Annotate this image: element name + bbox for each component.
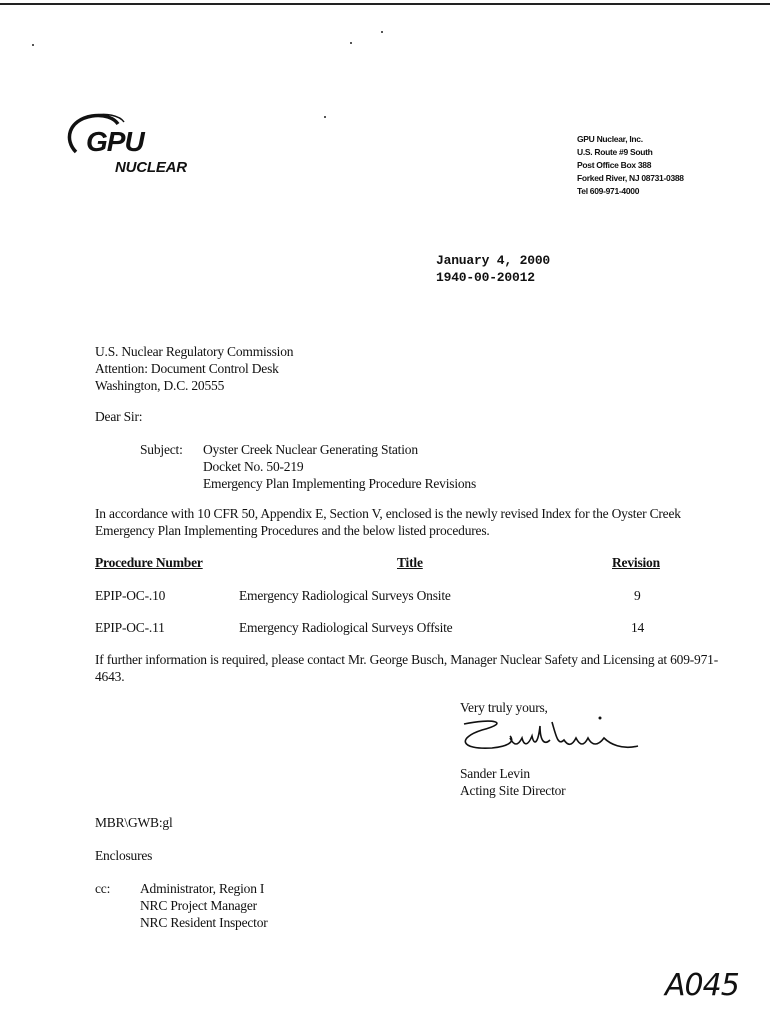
cc-recipient: Administrator, Region I	[140, 881, 265, 896]
signatory-title: Acting Site Director	[460, 783, 566, 798]
address-line: U.S. Route #9 South	[577, 147, 653, 157]
body-paragraph-1: In accordance with 10 CFR 50, Appendix E, Section V, enclosed is the newly revised Index for the Oyster Creek Emergency Plan Implementing Procedures and the below listed procedures.	[95, 506, 681, 538]
subject-line: Oyster Creek Nuclear Generating Station	[203, 442, 418, 457]
table-header-procedure-number: Procedure Number	[95, 555, 203, 570]
closing: Very truly yours,	[460, 700, 548, 715]
table-cell-title: Emergency Radiological Surveys Offsite	[239, 620, 453, 635]
page-top-rule	[0, 3, 770, 5]
recipient-line: U.S. Nuclear Regulatory Commission	[95, 344, 294, 359]
table-cell-title: Emergency Radiological Surveys Onsite	[239, 588, 451, 603]
scan-speck	[381, 31, 383, 33]
reference-initials: MBR\GWB:gl	[95, 815, 173, 830]
handwritten-stamp-code: A045	[665, 968, 739, 1003]
salutation: Dear Sir:	[95, 409, 143, 424]
scan-speck	[350, 42, 352, 44]
signature-block	[460, 765, 565, 799]
table-cell-revision: 14	[631, 620, 645, 635]
logo-subtext: NUCLEAR	[115, 159, 187, 176]
letterhead-address	[577, 133, 684, 198]
address-line: Tel 609-971-4000	[577, 186, 640, 196]
cc-label: cc:	[95, 881, 111, 896]
address-line: GPU Nuclear, Inc.	[577, 134, 643, 144]
scan-speck	[32, 44, 34, 46]
scan-speck	[324, 116, 326, 118]
table-cell-procedure-number: EPIP-OC-.11	[95, 620, 165, 635]
enclosures-note: Enclosures	[95, 848, 153, 863]
logo-text: GPU	[86, 126, 144, 157]
address-line: Post Office Box 388	[577, 160, 652, 170]
recipient-line: Washington, D.C. 20555	[95, 378, 225, 393]
reference-number: 1940-00-20012	[436, 270, 535, 285]
recipient-line: Attention: Document Control Desk	[95, 361, 279, 376]
letter-date: January 4, 2000	[436, 253, 551, 268]
handwritten-signature	[452, 716, 652, 766]
cc-recipient: NRC Project Manager	[140, 898, 257, 913]
cc-recipient: NRC Resident Inspector	[140, 915, 268, 930]
subject-line: Emergency Plan Implementing Procedure Revisions	[203, 476, 477, 491]
subject-line: Docket No. 50-219	[203, 459, 304, 474]
subject-label: Subject:	[140, 442, 183, 457]
company-logo	[62, 112, 212, 182]
table-header-title: Title	[397, 555, 423, 570]
table-cell-revision: 9	[634, 588, 641, 603]
table-header-revision: Revision	[612, 555, 660, 570]
date-block	[436, 252, 550, 286]
address-line: Forked River, NJ 08731-0388	[577, 173, 684, 183]
signatory-name: Sander Levin	[460, 766, 530, 781]
table-cell-procedure-number: EPIP-OC-.10	[95, 588, 166, 603]
recipient-address	[95, 343, 293, 394]
body-paragraph-2: If further information is required, please contact Mr. George Busch, Manager Nuclear Safety and Licensing at 609-971-4643.	[95, 652, 719, 684]
